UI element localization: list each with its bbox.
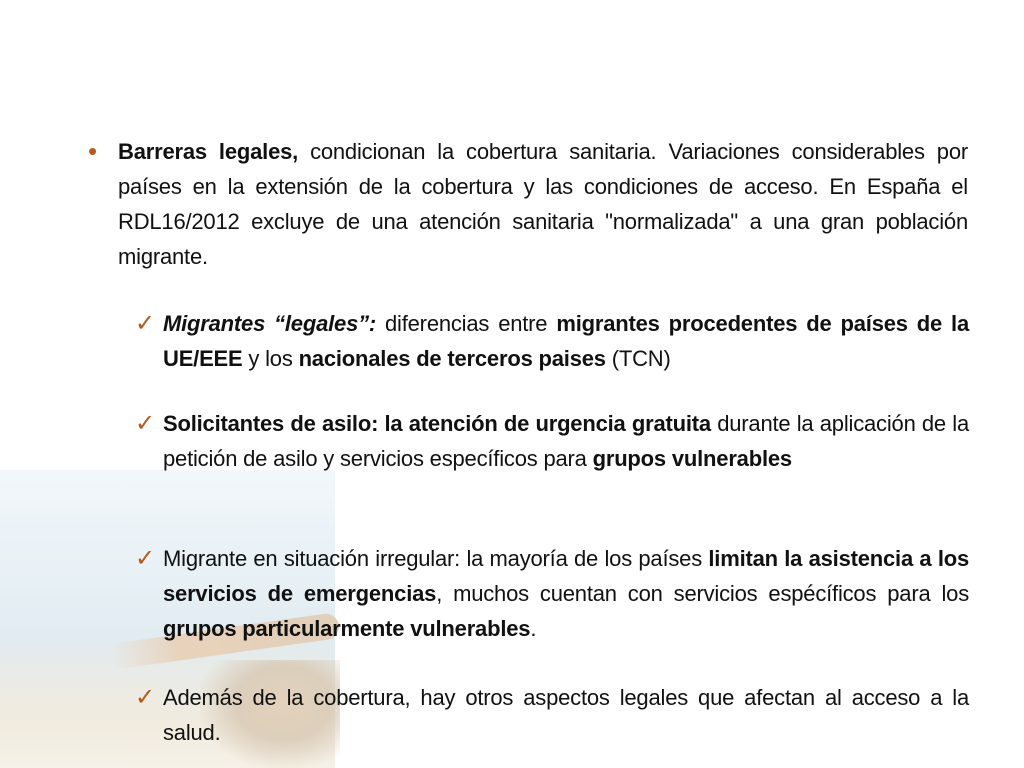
- main-bullet-paragraph: [118, 134, 968, 274]
- check-item-text: diferencias entre: [376, 311, 557, 336]
- check-item-text: durante la aplicación de la petición de asilo y servicios específicos para: [163, 411, 969, 471]
- check-item-bold: migrantes procedentes de países de la UE/EEE: [163, 311, 970, 371]
- checkmark-icon: ✓: [135, 410, 156, 437]
- check-item-asylum-seekers: [163, 406, 969, 476]
- main-bullet-text: condicionan la cobertura sanitaria. Variaciones considerables por países en la extensión de la cobertura y las condiciones de acceso. En España el RDL16/2012 excluye de una atención sanitaria "normalizada" a una gran población migrante.: [118, 139, 968, 269]
- check-item-bold: grupos particularmente vulnerables: [163, 616, 531, 641]
- check-item-bold: grupos vulnerables: [592, 446, 792, 471]
- check-item-legal-migrants: [163, 306, 969, 376]
- check-item-irregular-migrants: [163, 541, 969, 646]
- check-item-text: .: [530, 616, 537, 641]
- check-item-bold: limitan la asistencia a los servicios de emergencias: [163, 546, 970, 606]
- checkmark-icon: ✓: [135, 684, 156, 711]
- check-item-text: Además de la cobertura, hay otros aspectos legales que afectan al acceso a la salud.: [163, 685, 969, 745]
- check-item-text: y los: [242, 346, 299, 371]
- main-bullet-lead: Barreras legales,: [118, 139, 299, 164]
- check-item-text: , muchos cuentan con servicios espécíficos para los: [436, 581, 969, 606]
- checkmark-icon: ✓: [135, 545, 156, 572]
- check-item-bold: nacionales de terceros paises: [298, 346, 606, 371]
- checkmark-icon: ✓: [135, 310, 156, 337]
- check-item-lead: Migrantes “legales”:: [163, 311, 377, 336]
- bullet-dot-icon: •: [88, 136, 98, 166]
- check-item-other-legal-aspects: [163, 680, 969, 750]
- check-item-text: Migrante en situación irregular: la mayoría de los países: [163, 546, 709, 571]
- check-item-lead: Solicitantes de asilo: la atención de urgencia gratuita: [163, 411, 711, 436]
- check-item-text: (TCN): [605, 346, 671, 371]
